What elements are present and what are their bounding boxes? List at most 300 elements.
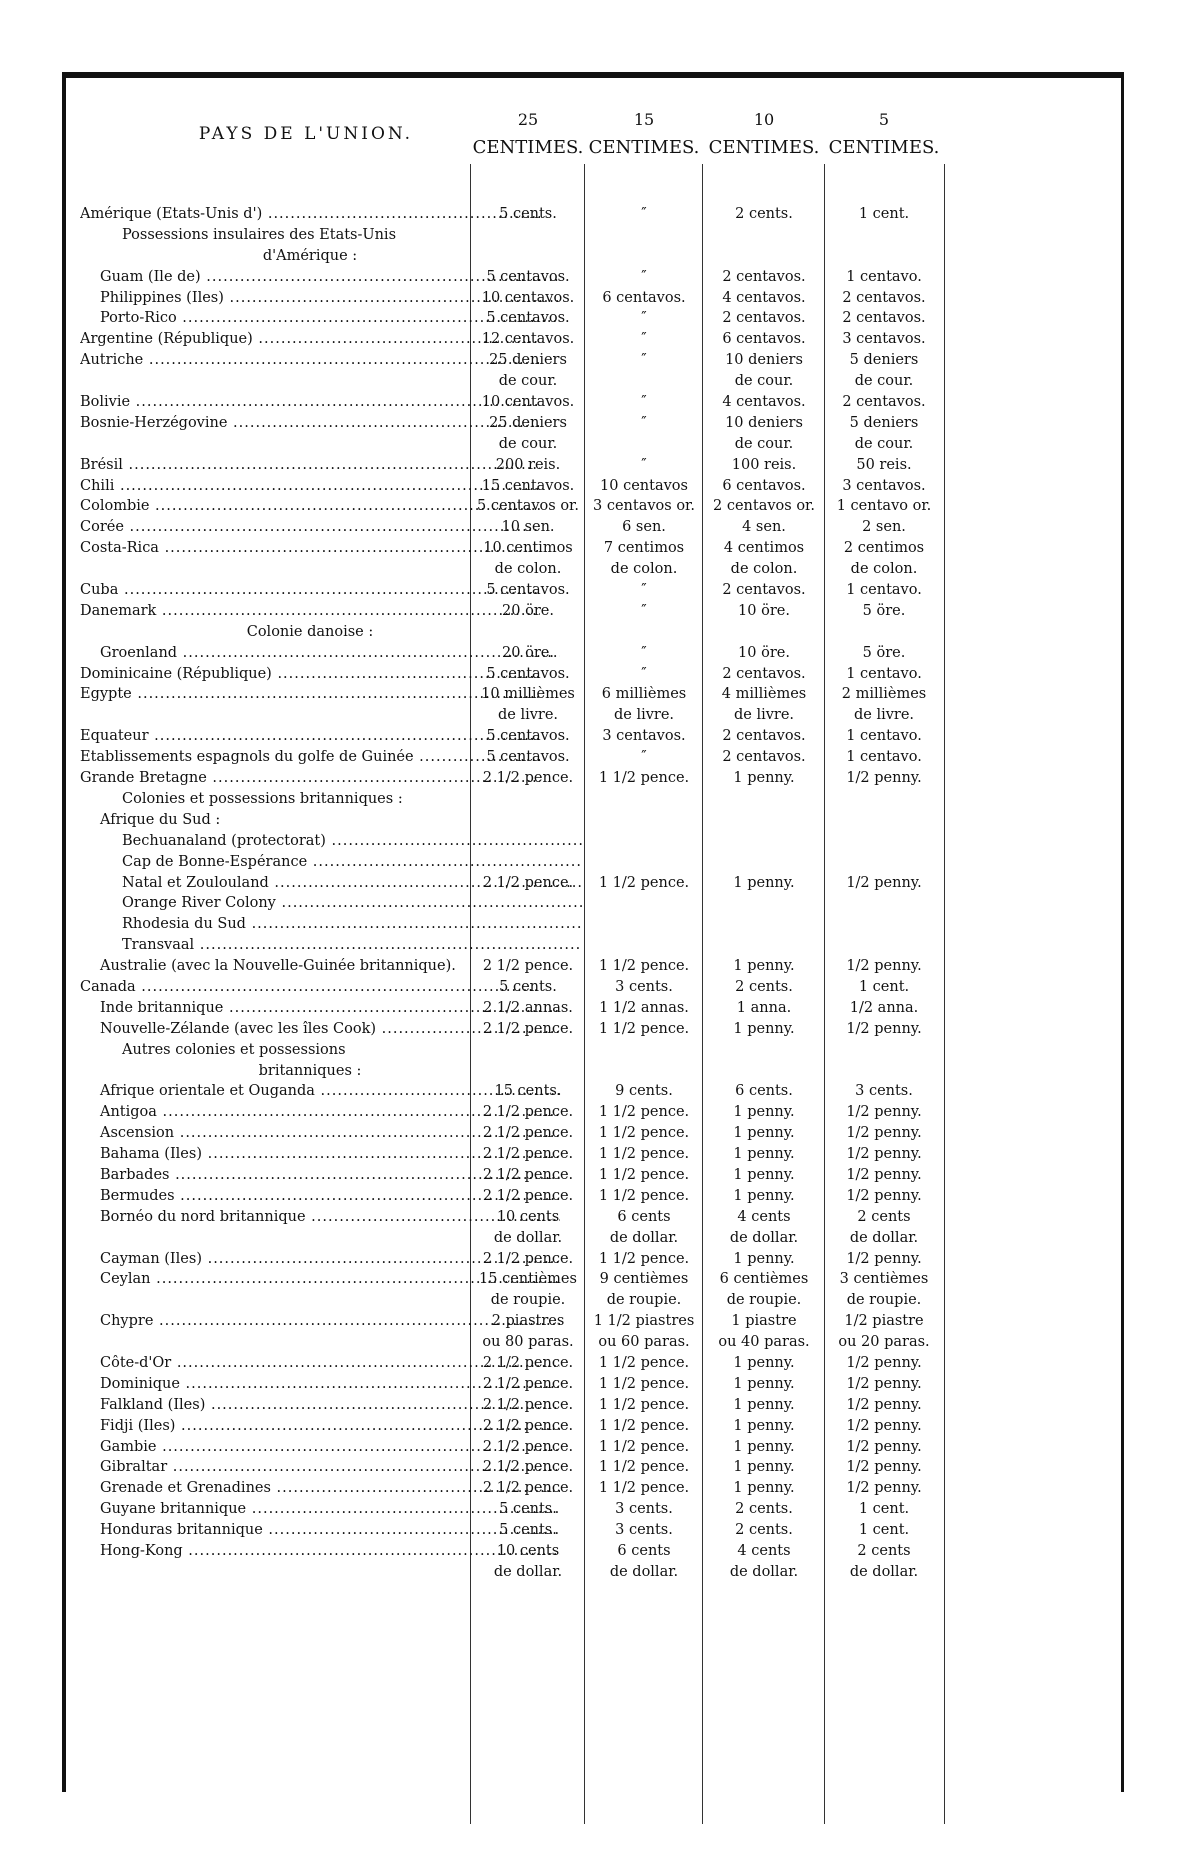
country-name: Établissements espagnols du golfe de Guinée .....: [80, 749, 540, 765]
country-name: Rhodesia du Sud .....: [80, 916, 582, 932]
rate-cell: 1 centavo.: [846, 582, 922, 599]
rate-cell: 6 cents: [617, 1208, 671, 1225]
table-row: [72, 1083, 1116, 1104]
rate-cell: de livre.: [613, 707, 675, 724]
rate-cell: 1 cent.: [858, 206, 910, 222]
rate-cell: ou 20 paras.: [838, 1334, 930, 1351]
rate-cell: 2 1/2 pence.: [482, 1438, 574, 1455]
rate-cell: 2 centavos.: [722, 310, 806, 327]
country-name: Cuba .....: [80, 582, 540, 598]
country-name: Côte-d'Or .....: [80, 1355, 560, 1371]
country-name: Groenland .....: [80, 645, 560, 661]
rate-cell: 6 centavos.: [602, 289, 686, 306]
rate-cell: 2 centavos.: [842, 394, 926, 411]
country-name: Colonies et possessions britanniques :: [122, 790, 403, 807]
rate-cell: 9 cents.: [615, 1083, 673, 1100]
rate-cell: 1 penny.: [733, 1104, 795, 1121]
rate-cell: 2 piastres: [491, 1313, 565, 1330]
country-name: Bosnie-Herzégovine .....: [80, 415, 540, 431]
table-row: [72, 1271, 1116, 1292]
rate-cell: de cour.: [734, 435, 794, 452]
table-row: [72, 457, 1116, 478]
table-row: [72, 436, 1116, 457]
rate-cell: 1 penny.: [733, 1396, 795, 1413]
rate-cell: 4 millièmes: [721, 686, 807, 703]
rate-cell: 2 centavos.: [842, 310, 926, 327]
table-header: [72, 88, 1116, 188]
rate-cell: ou 80 paras.: [482, 1334, 574, 1351]
rate-cell: 1/2 penny.: [846, 1459, 922, 1476]
rate-cell: 2 1/2 pence.: [482, 1104, 574, 1121]
rate-cell: 1 penny.: [733, 1438, 795, 1455]
rate-cell: ou 60 paras.: [598, 1334, 690, 1351]
rate-cell: ″: [641, 268, 647, 285]
rate-cell: 1 penny.: [733, 1166, 795, 1183]
rate-cell: de cour.: [854, 435, 914, 452]
country-name: Équateur .....: [80, 728, 540, 744]
rate-cell: 3 centièmes: [839, 1271, 929, 1288]
rate-cell: 1 1/2 pence.: [598, 1438, 690, 1455]
rate-cell: de roupie.: [606, 1292, 682, 1309]
rate-cell: 9 centièmes: [599, 1271, 689, 1288]
rate-cell: 2 1/2 pence.: [482, 958, 574, 975]
rate-cell: 200 reis.: [495, 456, 561, 473]
rate-cell: 2 cents.: [735, 1501, 793, 1518]
rate-cell: 1 penny.: [733, 958, 795, 975]
table-row: [72, 895, 1116, 916]
rate-cell: 2 centavos.: [722, 749, 806, 766]
rate-cell: de livre.: [733, 707, 795, 724]
rate-cell: de dollar.: [849, 1563, 919, 1580]
table-row: [72, 352, 1116, 373]
table-row: [72, 561, 1116, 582]
rate-cell: 1/2 piastre: [844, 1313, 924, 1330]
table-row: [72, 1063, 1116, 1084]
col-header-num: 25: [517, 110, 539, 129]
rate-cell: 4 centimos: [723, 540, 805, 557]
rate-cell: 10 centavos: [600, 477, 688, 494]
rate-cell: 100 reis.: [731, 456, 797, 473]
country-name: Honduras britannique .....: [80, 1522, 560, 1538]
rate-cell: 2 sen.: [862, 519, 906, 536]
rate-cell: 2 centavos.: [722, 268, 806, 285]
table-row: [72, 749, 1116, 770]
table-row: [72, 645, 1116, 666]
country-name: Cayman (Iles) .....: [80, 1251, 560, 1267]
country-name: Transvaal .....: [80, 937, 582, 953]
rate-cell: 4 cents: [737, 1208, 791, 1225]
country-name: Gambie .....: [80, 1439, 560, 1455]
rate-cell: de dollar.: [609, 1229, 679, 1246]
rate-table: [72, 88, 1116, 1580]
rate-cell: 1 1/2 pence.: [598, 1480, 690, 1497]
country-name: Chypre .....: [80, 1313, 560, 1329]
rate-cell: 1/2 penny.: [846, 770, 922, 787]
rate-cell: 1 penny.: [733, 1375, 795, 1392]
country-name: Afrique du Sud :: [100, 811, 221, 828]
rate-cell: 1/2 penny.: [846, 1166, 922, 1183]
rate-cell: 4 centavos.: [722, 289, 806, 306]
country-name: Corée .....: [80, 519, 540, 535]
rate-cell: de dollar.: [493, 1563, 563, 1580]
rate-cell: 1/2 penny.: [846, 1480, 922, 1497]
table-row: [72, 1042, 1116, 1063]
rate-cell: 1 1/2 pence.: [598, 1459, 690, 1476]
rate-cell: 6 sen.: [622, 519, 666, 536]
rate-cell: 2 1/2 pence.: [482, 1166, 574, 1183]
rate-cell: 50 reis.: [856, 456, 912, 473]
rate-cell: 6 cents: [617, 1543, 671, 1559]
col-header-unit: CENTIMES.: [472, 137, 584, 158]
table-row: [72, 916, 1116, 937]
rate-cell: 20 öre.: [502, 602, 554, 619]
rate-cell: 10 millièmes: [481, 686, 575, 703]
rate-cell: 1 penny.: [733, 874, 795, 891]
col-header-25: [472, 106, 584, 162]
rate-cell: 5 centavos or.: [477, 498, 579, 515]
rate-cell: 2 centavos.: [722, 728, 806, 745]
rate-cell: 2 centavos.: [722, 582, 806, 599]
rate-cell: 1 1/2 pence.: [598, 1166, 690, 1183]
rate-cell: 5 cents.: [499, 206, 557, 222]
table-row: [72, 854, 1116, 875]
rate-cell: 2 1/2 pence.: [482, 1480, 574, 1497]
rate-cell: 1 penny.: [733, 1125, 795, 1142]
rate-cell: 1 1/2 pence.: [598, 1354, 690, 1371]
rate-cell: 1 1/2 pence.: [598, 1187, 690, 1204]
rate-cell: 10 öre.: [738, 602, 790, 619]
table-row: [72, 686, 1116, 707]
country-name: Inde britannique .....: [80, 1000, 560, 1016]
table-row: [72, 373, 1116, 394]
rate-cell: 2 1/2 pence.: [482, 1375, 574, 1392]
rate-cell: de colon.: [850, 561, 918, 578]
rate-cell: 1/2 penny.: [846, 1396, 922, 1413]
rate-cell: 2 1/2 pence.: [482, 1146, 574, 1163]
country-name: Dominique .....: [80, 1376, 560, 1392]
rate-cell: ″: [641, 206, 647, 222]
rate-cell: 1/2 anna.: [849, 999, 919, 1016]
rate-cell: 1 1/2 pence.: [598, 1396, 690, 1413]
rate-cell: 5 deniers: [849, 414, 919, 431]
country-name: Colombie .....: [80, 498, 540, 514]
rate-cell: de livre.: [497, 707, 559, 724]
rate-cell: 1/2 penny.: [846, 1250, 922, 1267]
rate-cell: 2 1/2 pence.: [482, 874, 574, 891]
col-header-unit: CENTIMES.: [828, 137, 940, 158]
table-row: [72, 1376, 1116, 1397]
country-name: Amérique (États-Unis d') .....: [80, 206, 540, 222]
rate-cell: 1 centavo.: [846, 728, 922, 745]
rate-cell: 1/2 penny.: [846, 1020, 922, 1037]
rate-cell: 1 1/2 pence.: [598, 1104, 690, 1121]
table-row: [72, 1439, 1116, 1460]
col-header-unit: CENTIMES.: [588, 137, 700, 158]
table-row: [72, 1209, 1116, 1230]
country-name: Philippines (Iles) .....: [80, 290, 560, 306]
col-header-num: 5: [878, 110, 890, 129]
country-name: Australie (avec la Nouvelle-Guinée britannique).: [100, 958, 456, 975]
rate-cell: de roupie.: [490, 1292, 566, 1309]
rate-cell: 6 centavos.: [722, 477, 806, 494]
rate-cell: 15 centavos.: [481, 477, 575, 494]
rate-cell: 1 1/2 pence.: [598, 1417, 690, 1434]
country-name: Canada .....: [80, 979, 540, 995]
table-row: [72, 1543, 1116, 1564]
table-row: [72, 1397, 1116, 1418]
rate-cell: 5 cents.: [499, 1522, 557, 1539]
rate-cell: 3 cents.: [855, 1083, 913, 1100]
rate-cell: 1 penny.: [733, 1417, 795, 1434]
table-row: [72, 1188, 1116, 1209]
rate-cell: 1 piastre: [731, 1313, 797, 1330]
rate-cell: ″: [641, 644, 647, 661]
table-body: [72, 206, 1116, 1585]
rate-cell: de dollar.: [729, 1563, 799, 1580]
country-name: Bermudes .....: [80, 1188, 560, 1204]
rate-cell: 3 centavos.: [842, 331, 926, 348]
rate-cell: de dollar.: [729, 1229, 799, 1246]
country-name: Guam (Ile de) .....: [80, 269, 560, 285]
rate-cell: 5 centavos.: [486, 728, 570, 745]
col-header-unit: CENTIMES.: [708, 137, 820, 158]
rate-cell: 2 centavos.: [842, 289, 926, 306]
rate-cell: 1 penny.: [733, 770, 795, 787]
rate-cell: 2 cents: [857, 1543, 911, 1559]
rate-cell: 2 1/2 pence.: [482, 1125, 574, 1142]
rate-cell: 1 anna.: [736, 999, 792, 1016]
rate-cell: 1/2 penny.: [846, 1354, 922, 1371]
rate-cell: 2 cents.: [735, 1522, 793, 1539]
country-name: Afrique orientale et Ouganda .....: [80, 1083, 560, 1099]
rate-cell: 3 cents.: [615, 1501, 673, 1518]
rate-cell: 25 deniers: [489, 414, 567, 431]
table-row: [72, 1564, 1116, 1585]
rate-cell: 5 centavos.: [486, 310, 570, 327]
rate-cell: 1 penny.: [733, 1459, 795, 1476]
rate-cell: 1/2 penny.: [846, 1104, 922, 1121]
rate-cell: 1 penny.: [733, 1354, 795, 1371]
rate-cell: 2 1/2 pence.: [482, 1396, 574, 1413]
rate-cell: 1/2 penny.: [846, 958, 922, 975]
table-row: [72, 812, 1116, 833]
table-row: [72, 1000, 1116, 1021]
table-row: [72, 1021, 1116, 1042]
country-name: Orange River Colony .....: [80, 895, 582, 911]
rate-cell: 1 1/2 pence.: [598, 770, 690, 787]
rate-cell: de colon.: [610, 561, 678, 578]
rate-cell: 2 1/2 annas.: [483, 999, 573, 1016]
table-row: [72, 248, 1116, 269]
rate-cell: 1 cent.: [858, 1501, 910, 1518]
rate-cell: ″: [641, 749, 647, 766]
country-name: Cap de Bonne-Espérance .....: [80, 854, 582, 870]
rate-cell: de colon.: [730, 561, 798, 578]
rate-cell: 5 centavos.: [486, 582, 570, 599]
table-row: [72, 791, 1116, 812]
rate-cell: ou 40 paras.: [718, 1334, 810, 1351]
table-row: [72, 1146, 1116, 1167]
rate-cell: de dollar.: [609, 1563, 679, 1580]
rate-cell: 1 cent.: [858, 978, 910, 995]
table-row: [72, 833, 1116, 854]
country-name: Bornéo du nord britannique .....: [80, 1209, 560, 1225]
table-row: [72, 1230, 1116, 1251]
rate-cell: 1 penny.: [733, 1187, 795, 1204]
rate-cell: de roupie.: [846, 1292, 922, 1309]
rate-cell: 2 centimos: [843, 540, 925, 557]
table-row: [72, 290, 1116, 311]
rate-cell: 3 centavos.: [842, 477, 926, 494]
country-name: Guyane britannique .....: [80, 1501, 560, 1517]
rate-cell: ″: [641, 602, 647, 619]
rate-cell: 5 öre.: [862, 602, 906, 619]
rate-cell: 1 penny.: [733, 1020, 795, 1037]
rate-cell: 1/2 penny.: [846, 1375, 922, 1392]
country-name: Colonie danoise :: [246, 623, 374, 640]
table-row: [72, 979, 1116, 1000]
rate-cell: ″: [641, 582, 647, 599]
rate-cell: 10 cents: [496, 1543, 560, 1559]
rate-cell: 1 1/2 piastres: [593, 1313, 695, 1330]
country-name: Égypte .....: [80, 686, 540, 702]
country-name: britanniques :: [258, 1062, 362, 1079]
table-row: [72, 1501, 1116, 1522]
rate-cell: 15 centièmes: [479, 1271, 577, 1288]
rate-cell: 10 cents: [496, 1208, 560, 1225]
country-name: Autriche .....: [80, 352, 540, 368]
rate-cell: 2 1/2 pence.: [482, 1354, 574, 1371]
table-row: [72, 1355, 1116, 1376]
rate-cell: de dollar.: [849, 1229, 919, 1246]
country-name: Fidji (Iles) .....: [80, 1418, 560, 1434]
rate-cell: 1/2 penny.: [846, 1125, 922, 1142]
rate-cell: de cour.: [854, 373, 914, 390]
table-row: [72, 582, 1116, 603]
rate-cell: 1 1/2 pence.: [598, 874, 690, 891]
rate-cell: 2 1/2 pence.: [482, 1417, 574, 1434]
rate-cell: 2 1/2 pence.: [482, 770, 574, 787]
rate-cell: 10 centavos.: [481, 289, 575, 306]
rate-cell: 5 centavos.: [486, 749, 570, 766]
rate-cell: 1 1/2 pence.: [598, 1250, 690, 1267]
rate-cell: ″: [641, 310, 647, 327]
table-row: [72, 1167, 1116, 1188]
country-name: Grande Bretagne .....: [80, 770, 540, 786]
rate-cell: 12 centavos.: [481, 331, 575, 348]
rate-cell: 10 deniers: [725, 414, 803, 431]
rate-cell: 1/2 penny.: [846, 874, 922, 891]
rate-cell: 1 1/2 pence.: [598, 1125, 690, 1142]
country-name: Hong-Kong .....: [80, 1543, 560, 1559]
rate-cell: 6 centavos.: [722, 331, 806, 348]
country-name: Costa-Rica .....: [80, 540, 540, 556]
rate-cell: 2 centavos.: [722, 665, 806, 682]
rate-cell: 25 deniers: [489, 352, 567, 369]
country-name: Bahama (Iles) .....: [80, 1146, 560, 1162]
col-header-num: 15: [633, 110, 655, 129]
rate-cell: ″: [641, 394, 647, 411]
country-column-header: PAYS DE L'UNION.: [198, 124, 414, 144]
table-row: [72, 1125, 1116, 1146]
country-name: Bechuanaland (protectorat) .....: [80, 833, 582, 849]
table-row: [72, 1459, 1116, 1480]
table-row: [72, 728, 1116, 749]
rate-cell: 20 öre.: [502, 644, 554, 661]
rate-cell: 1 centavo.: [846, 268, 922, 285]
rate-cell: 1/2 penny.: [846, 1146, 922, 1163]
rate-cell: 2 cents: [857, 1208, 911, 1225]
country-name: Gibraltar .....: [80, 1459, 560, 1475]
rate-cell: de cour.: [498, 373, 558, 390]
rate-cell: 10 sen.: [501, 519, 555, 536]
table-row: [72, 331, 1116, 352]
rate-cell: 6 millièmes: [601, 686, 687, 703]
table-row: [72, 415, 1116, 436]
rate-cell: 5 centavos.: [486, 268, 570, 285]
col-header-num: 10: [753, 110, 775, 129]
rate-cell: de cour.: [498, 435, 558, 452]
rate-cell: ″: [641, 665, 647, 682]
rate-cell: 1 penny.: [733, 1480, 795, 1497]
rate-cell: 2 1/2 pence.: [482, 1459, 574, 1476]
table-row: [72, 394, 1116, 415]
country-name: Chili .....: [80, 478, 540, 494]
country-name: Porto-Rico .....: [80, 310, 560, 326]
rate-cell: 1 1/2 pence.: [598, 1020, 690, 1037]
table-row: [72, 1334, 1116, 1355]
rate-cell: 6 centièmes: [719, 1271, 809, 1288]
country-name: Dominicaine (République) .....: [80, 666, 540, 682]
rate-cell: ″: [641, 456, 647, 473]
table-row: [72, 1418, 1116, 1439]
table-row: [72, 1522, 1116, 1543]
country-name: Danemark .....: [80, 603, 540, 619]
table-row: [72, 206, 1116, 227]
table-row: [72, 603, 1116, 624]
rate-cell: de livre.: [853, 707, 915, 724]
rate-cell: de colon.: [494, 561, 562, 578]
table-row: [72, 624, 1116, 645]
rate-cell: de cour.: [734, 373, 794, 390]
table-row: [72, 1480, 1116, 1501]
country-name: Ascension .....: [80, 1125, 560, 1141]
table-row: [72, 666, 1116, 687]
rate-cell: 4 centavos.: [722, 394, 806, 411]
table-row: [72, 1313, 1116, 1334]
rate-cell: 5 öre.: [862, 644, 906, 661]
rate-cell: ″: [641, 414, 647, 431]
table-row: [72, 498, 1116, 519]
rate-cell: 7 centimos: [603, 540, 685, 557]
rate-cell: 1/2 penny.: [846, 1438, 922, 1455]
table-row: [72, 478, 1116, 499]
rate-cell: 4 cents: [737, 1543, 791, 1559]
table-row: [72, 227, 1116, 248]
rate-cell: 3 centavos.: [602, 728, 686, 745]
rate-cell: 2 cents.: [735, 206, 793, 222]
rate-cell: 1 1/2 pence.: [598, 1375, 690, 1392]
rate-cell: 10 öre.: [738, 644, 790, 661]
table-row: [72, 875, 1116, 896]
rate-cell: 1 penny.: [733, 1250, 795, 1267]
table-row: [72, 1251, 1116, 1272]
country-name: Nouvelle-Zélande (avec les îles Cook) .....: [80, 1021, 560, 1037]
rate-cell: 1/2 penny.: [846, 1187, 922, 1204]
rate-cell: 3 cents.: [615, 1522, 673, 1539]
rate-cell: 10 centimos: [483, 540, 573, 557]
country-name: Barbades .....: [80, 1167, 560, 1183]
